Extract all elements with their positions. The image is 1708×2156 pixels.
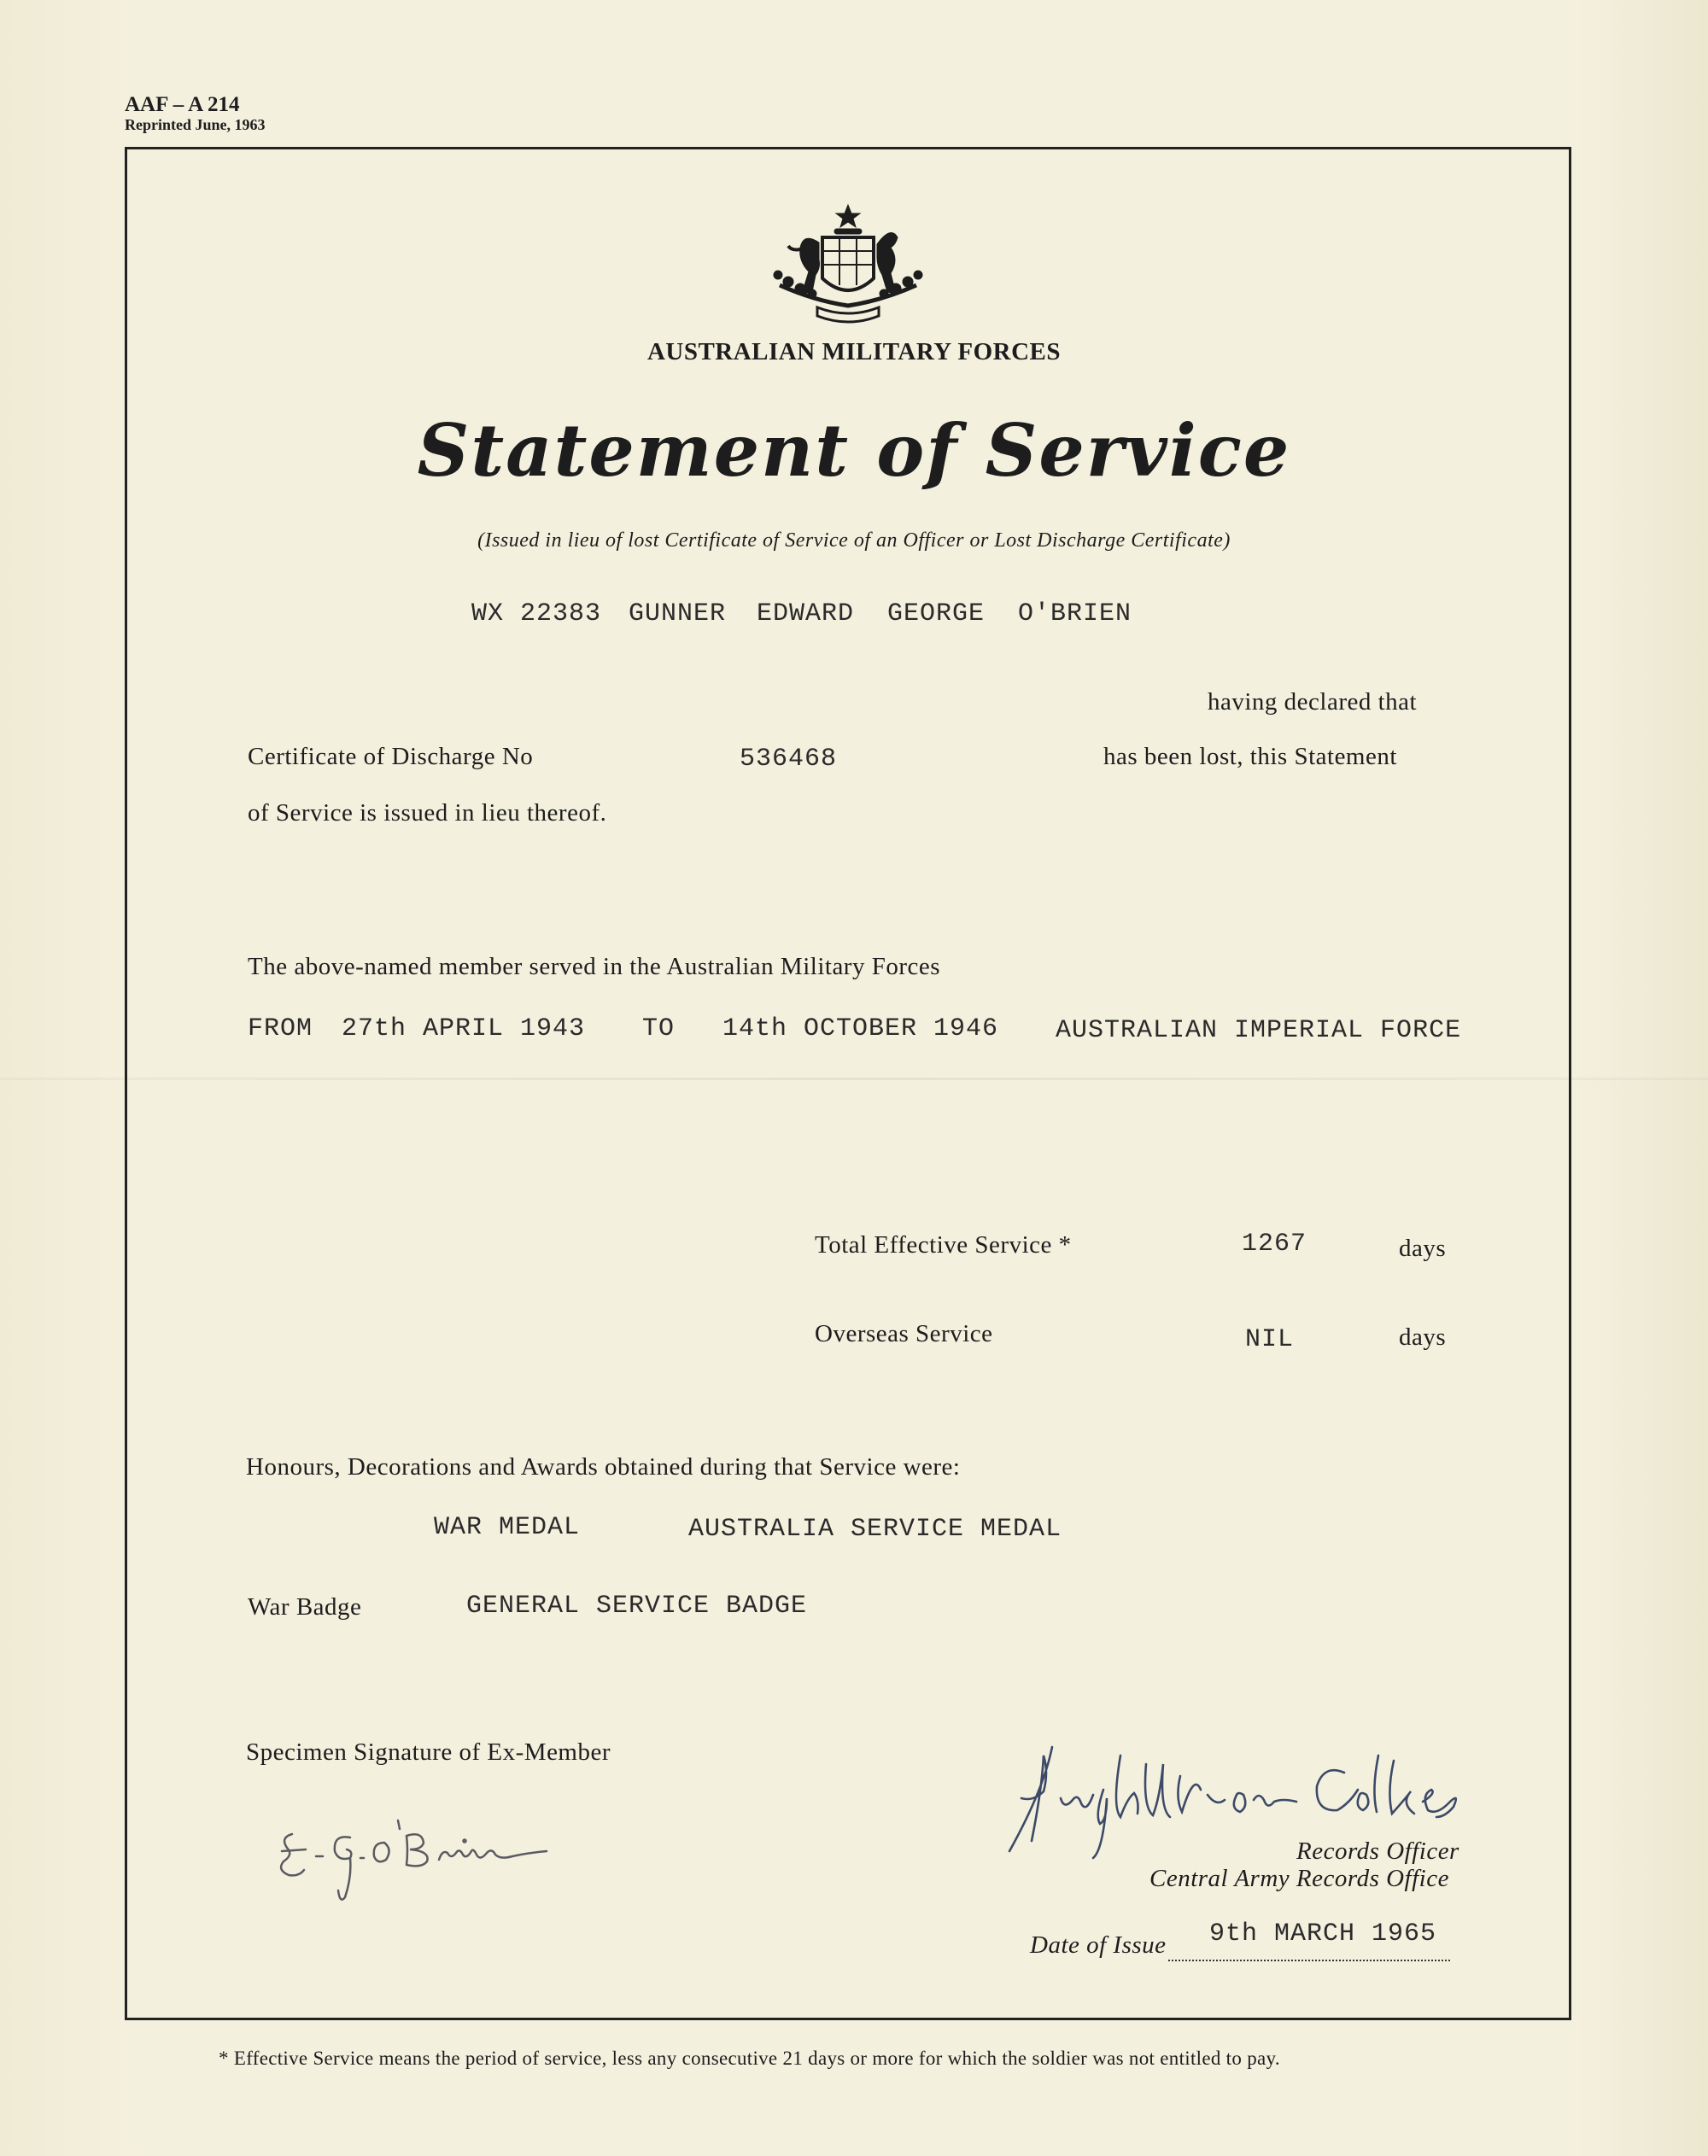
award-war-medal: WAR MEDAL (434, 1513, 581, 1542)
certificate-label: Certificate of Discharge No (248, 743, 534, 770)
declaration-having-declared: having declared that (1208, 688, 1418, 716)
declaration-issued-text: of Service is issued in lieu thereof. (248, 799, 607, 827)
war-badge-label: War Badge (248, 1593, 362, 1621)
service-intro: The above-named member served in the Australian Military Forces (248, 953, 941, 980)
date-of-issue-value: 9th MARCH 1965 (1209, 1919, 1437, 1949)
issuing-agency: AUSTRALIAN MILITARY FORCES (646, 338, 1062, 365)
date-of-issue-label: Date of Issue (1030, 1931, 1167, 1959)
date-of-issue-line (1168, 1960, 1450, 1961)
member-number: WX 22383 (471, 599, 602, 628)
effective-service-unit: days (1399, 1235, 1447, 1262)
effective-service-value: 1267 (1242, 1230, 1307, 1259)
service-force: AUSTRALIAN IMPERIAL FORCE (1056, 1016, 1462, 1045)
overseas-service-unit: days (1399, 1323, 1447, 1351)
honours-label: Honours, Decorations and Awards obtained during that Service were: (246, 1453, 961, 1481)
declaration-lost-text: has been lost, this Statement (1103, 743, 1397, 770)
specimen-signature-label: Specimen Signature of Ex-Member (246, 1738, 611, 1766)
award-australia-service-medal: AUSTRALIA SERVICE MEDAL (688, 1515, 1062, 1544)
certificate-number: 536468 (740, 745, 838, 774)
document-title: Statement of Service (417, 408, 1291, 493)
form-code: AAF – A 214 (125, 93, 240, 116)
records-office-name: Central Army Records Office (1149, 1865, 1449, 1892)
member-name: EDWARD GEORGE O'BRIEN (757, 599, 1132, 628)
overseas-service-label: Overseas Service (815, 1320, 993, 1347)
coat-of-arms-icon (763, 200, 933, 336)
form-reprint-note: Reprinted June, 1963 (125, 116, 266, 133)
service-from-label: FROM (248, 1014, 313, 1043)
ex-member-signature (272, 1808, 596, 1911)
document-subtitle: (Issued in lieu of lost Certificate of Service of an Officer or Lost Discharge Certificate) (477, 529, 1231, 552)
service-to-label: TO (642, 1014, 676, 1043)
records-officer-title: Records Officer (1296, 1838, 1459, 1865)
member-rank: GUNNER (629, 599, 727, 628)
war-badge-value: GENERAL SERVICE BADGE (466, 1592, 808, 1621)
service-to-date: 14th OCTOBER 1946 (722, 1014, 999, 1043)
effective-service-label: Total Effective Service * (815, 1231, 1072, 1259)
service-from-date: 27th APRIL 1943 (342, 1014, 586, 1043)
effective-service-footnote: * Effective Service means the period of service, less any consecutive 21 days or more for which the soldier was not entitled to pay. (219, 2048, 1280, 2069)
overseas-service-value: NIL (1245, 1325, 1295, 1354)
